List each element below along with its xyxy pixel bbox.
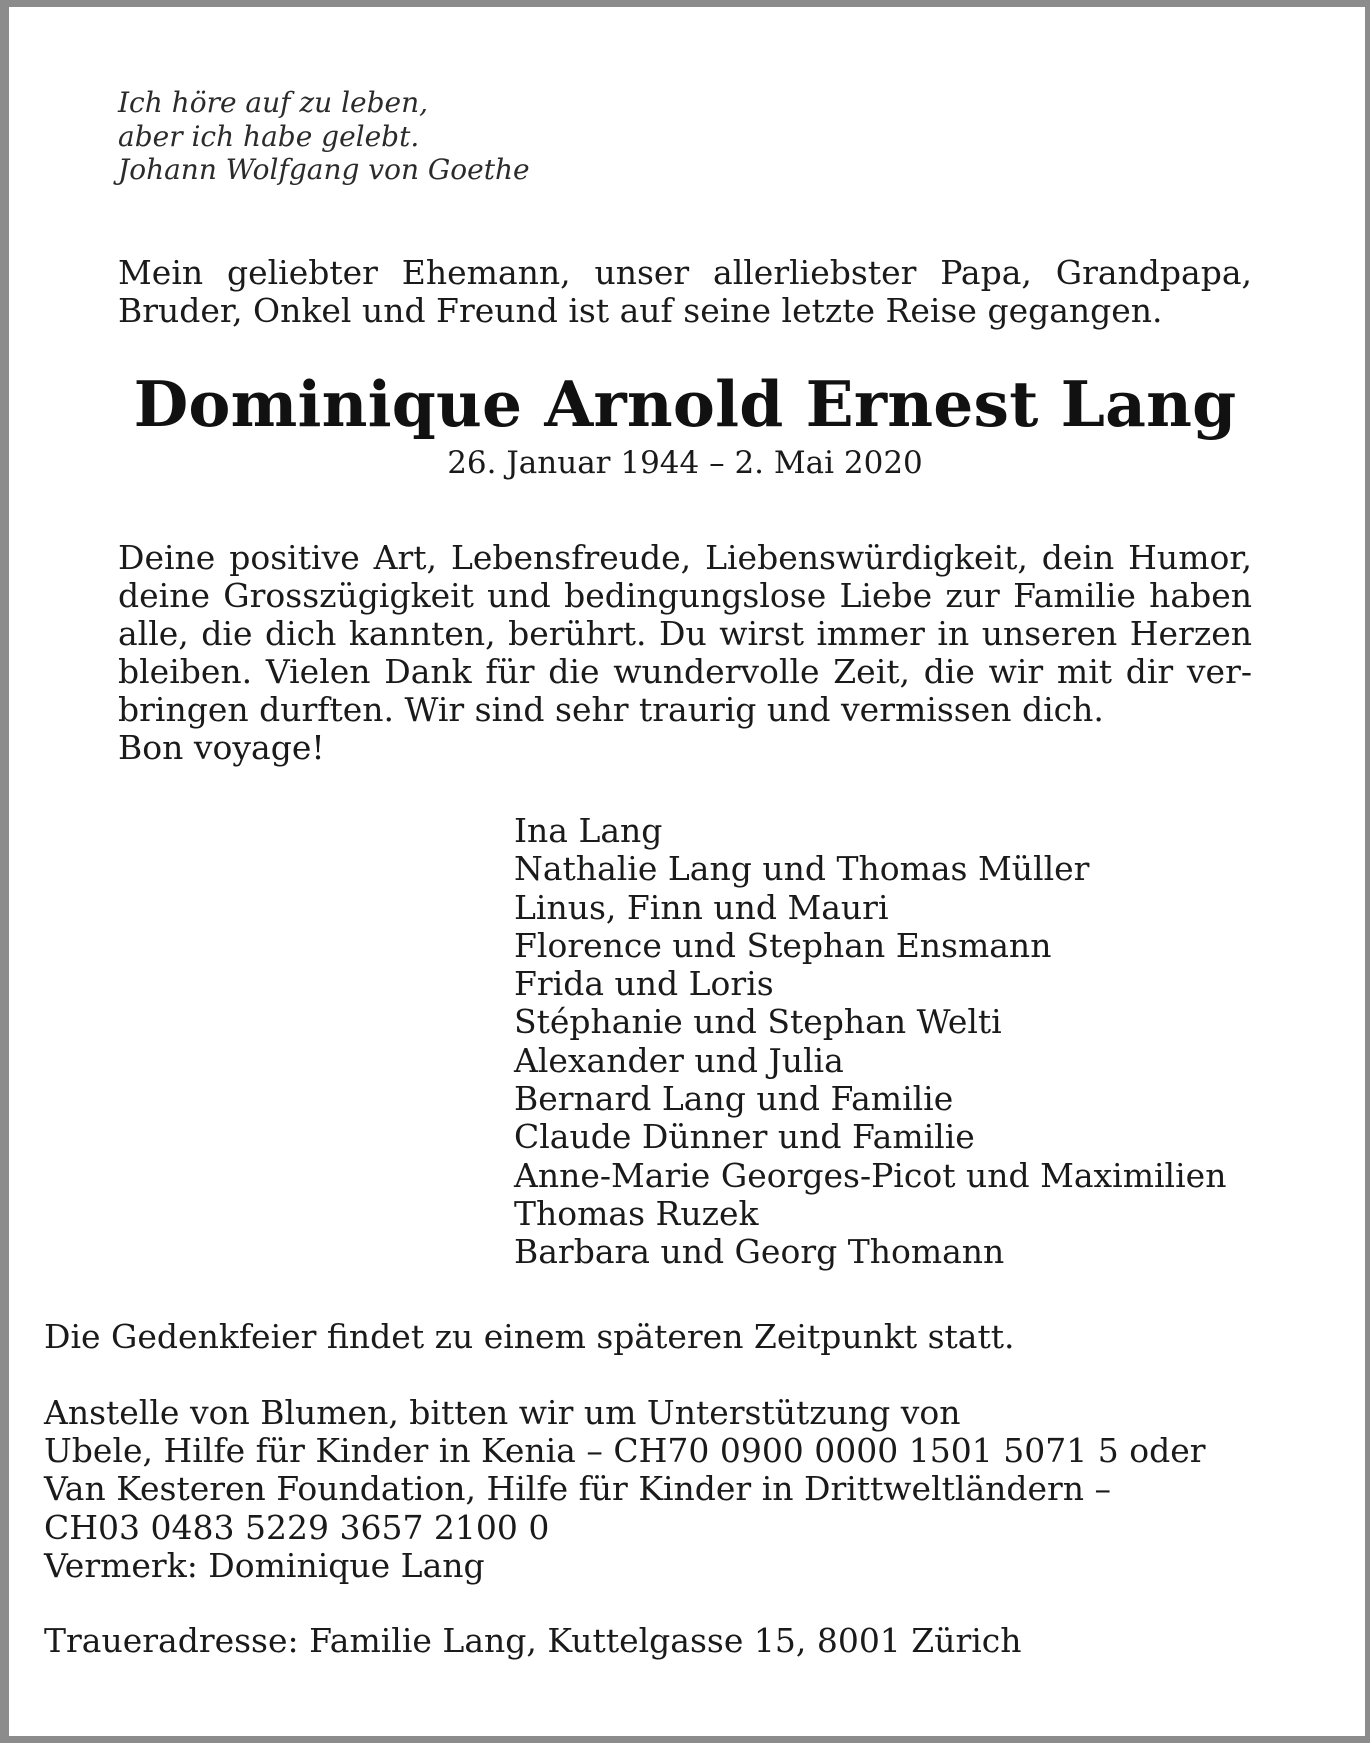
quote-line: Ich höre auf zu leben, [118, 86, 429, 119]
tribute-line: deine Grosszügigkeit und bedingungslose Liebe zur Familie haben [118, 576, 1252, 615]
deceased-name: Dominique Arnold Ernest Lang [133, 367, 1237, 441]
tribute-paragraph [118, 539, 1252, 767]
mourner-name: Claude Dünner und Familie [514, 1117, 975, 1157]
mourner-name: Anne-Marie Georges-Picot und Maximilien [514, 1155, 1227, 1195]
life-dates: 26. Januar 1944 – 2. Mai 2020 [447, 445, 923, 481]
quote-author: Johann Wolfgang von Goethe [118, 153, 530, 186]
quote-line: aber ich habe gelebt. [118, 119, 420, 153]
mourners-list [514, 812, 1226, 1272]
donation-line: Anstelle von Blumen, bitten wir um Unterstützung von [44, 1393, 961, 1432]
donation-iban: CH03 0483 5229 3657 2100 0 [44, 1507, 550, 1547]
intro-line: Bruder, Onkel und Freund ist auf seine letzte Reise gegangen. [118, 291, 1163, 330]
intro-line: Mein geliebter Ehemann, unser allerliebster Papa, Grandpapa, [118, 253, 1252, 292]
mourner-name: Ina Lang [514, 811, 663, 850]
tribute-line: alle, die dich kannten, berührt. Du wirst immer in unseren Herzen [118, 614, 1252, 653]
mourner-name: Thomas Ruzek [514, 1193, 759, 1233]
mourner-name: Barbara und Georg Thomann [514, 1232, 1005, 1272]
mourner-name: Bernard Lang und Familie [514, 1079, 954, 1119]
donation-line: Van Kesteren Foundation, Hilfe für Kinder in Drittweltländern – [44, 1469, 1112, 1509]
donation-notice [44, 1394, 1206, 1585]
mourner-name: Frida und Loris [514, 964, 774, 1004]
tribute-closing: Bon voyage! [118, 728, 325, 767]
memorial-notice: Die Gedenkfeier findet zu einem späteren Zeitpunkt statt. [44, 1317, 1015, 1356]
goethe-quote [118, 86, 530, 187]
mourning-address: Traueradresse: Familie Lang, Kuttelgasse 15, 8001 Zürich [44, 1621, 1022, 1660]
mourner-name: Stéphanie und Stephan Welti [514, 1002, 1002, 1042]
donation-reference: Vermerk: Dominique Lang [44, 1545, 485, 1585]
mourner-name: Nathalie Lang und Thomas Müller [514, 849, 1090, 889]
tribute-line: bleiben. Vielen Dank für die wundervolle Zeit, die wir mit dir ver- [118, 652, 1252, 691]
donation-line: Ubele, Hilfe für Kinder in Kenia – CH70 0900 0000 1501 5071 5 oder [44, 1431, 1206, 1471]
mourner-name: Linus, Finn und Mauri [514, 887, 889, 927]
intro-paragraph [118, 254, 1252, 330]
mourner-name: Florence und Stephan Ensmann [514, 925, 1052, 965]
mourner-name: Alexander und Julia [514, 1040, 844, 1080]
tribute-line: Deine positive Art, Lebensfreude, Liebenswürdigkeit, dein Humor, [118, 538, 1252, 577]
tribute-line: bringen durften. Wir sind sehr traurig und vermissen dich. [118, 690, 1104, 729]
